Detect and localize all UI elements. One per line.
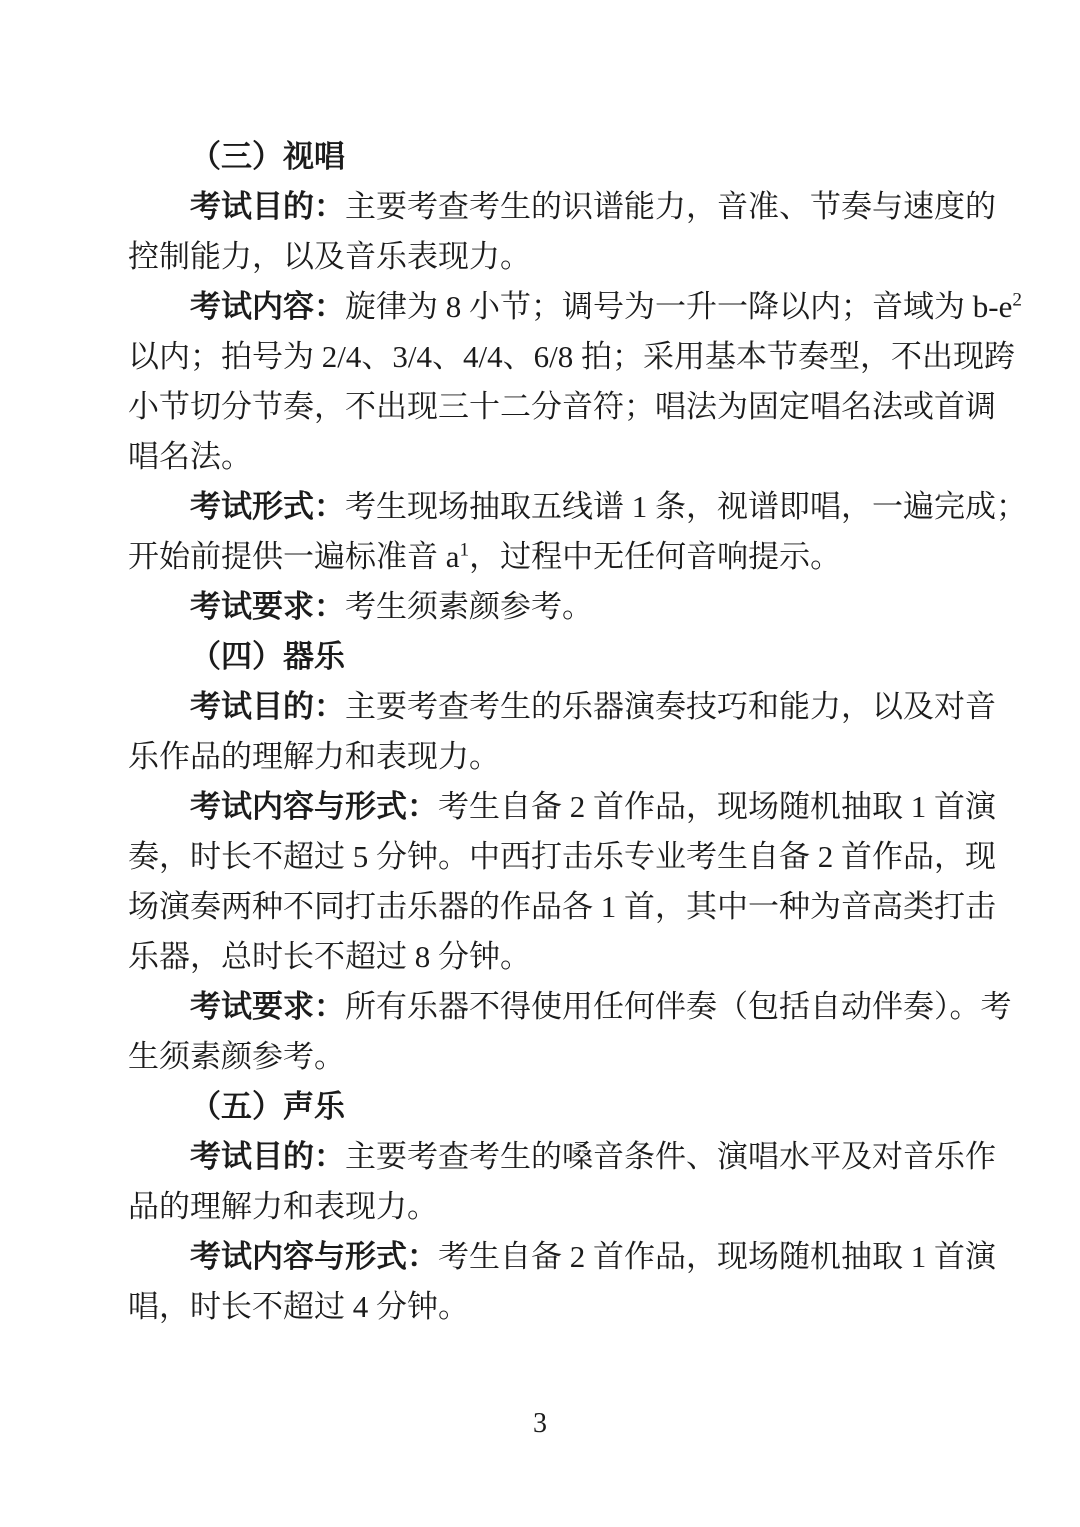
text-line [128,232,980,282]
text-run: 主要考查考生的嗓音条件、演唱水平及对音乐作 [345,1139,996,1174]
text-line [128,1182,980,1232]
text-line [128,832,996,882]
text-run: 考生须素颜参考。 [345,589,593,624]
text-line [128,582,980,632]
text-line [128,882,996,932]
text-line [128,382,996,432]
text-run: 唱，时长不超过 4 分钟。 [128,1289,469,1324]
text-line [128,732,980,782]
field-label: 考试形式： [190,489,345,524]
page-number: 3 [533,1408,547,1439]
field-label: 考试目的： [190,1139,345,1174]
text-run: 乐器，总时长不超过 8 分钟。 [128,939,531,974]
text-run: 控制能力，以及音乐表现力。 [128,239,531,274]
field-label: 考试目的： [190,189,345,224]
text-line [128,1232,996,1282]
text-run: 小节切分节奏，不出现三十二分音符；唱法为固定唱名法或首调 [128,389,996,424]
field-label: 考试内容与形式： [190,1239,438,1274]
text-run: 开始前提供一遍标准音 a [128,539,460,574]
text-run: 主要考查考生的识谱能力，音准、节奏与速度的 [345,189,996,224]
text-run: 唱名法。 [128,439,252,474]
section-heading [128,132,980,182]
text-run: ，过程中无任何音响提示。 [469,539,842,574]
text-run: 场演奏两种不同打击乐器的作品各 1 首，其中一种为音高类打击 [128,889,996,924]
text-line [128,932,980,982]
text-line [128,782,996,832]
field-label: 考试要求： [190,989,345,1024]
text-run: 考生现场抽取五线谱 1 条，视谱即唱，一遍完成； [345,489,1027,524]
text-line [128,332,1015,382]
text-line [128,182,996,232]
section-heading [128,632,980,682]
text-line [128,282,1022,332]
text-line [128,482,1027,532]
text-line [128,532,980,582]
text-run: 乐作品的理解力和表现力。 [128,739,500,774]
superscript-text: 1 [459,539,470,561]
text-line [128,1132,996,1182]
text-line [128,1282,980,1332]
text-run: 所有乐器不得使用任何伴奏（包括自动伴奏）。考 [345,989,1012,1024]
field-label: （三）视唱 [190,139,345,174]
text-run: 考生自备 2 首作品，现场随机抽取 1 首演 [438,789,996,824]
text-run: 奏，时长不超过 5 分钟。中西打击乐专业考生自备 2 首作品，现 [128,839,996,874]
section-heading [128,1082,980,1132]
field-label: 考试目的： [190,689,345,724]
text-run: 品的理解力和表现力。 [128,1189,438,1224]
text-line [128,1032,980,1082]
field-label: 考试要求： [190,589,345,624]
text-run: 以内；拍号为 2/4、3/4、4/4、6/8 拍；采用基本节奏型，不出现跨 [128,339,1015,374]
field-label: （五）声乐 [190,1089,345,1124]
text-line [128,432,980,482]
field-label: （四）器乐 [190,639,345,674]
text-run: 旋律为 8 小节；调号为一升一降以内；音域为 b-e [345,289,1013,324]
text-line [128,682,996,732]
superscript-text: 2 [1012,289,1022,311]
text-line [128,982,1012,1032]
text-run: 考生自备 2 首作品，现场随机抽取 1 首演 [438,1239,996,1274]
field-label: 考试内容： [190,289,345,324]
text-run: 生须素颜参考。 [128,1039,345,1074]
field-label: 考试内容与形式： [190,789,438,824]
text-run: 主要考查考生的乐器演奏技巧和能力，以及对音 [345,689,996,724]
document-body [128,132,1027,1332]
